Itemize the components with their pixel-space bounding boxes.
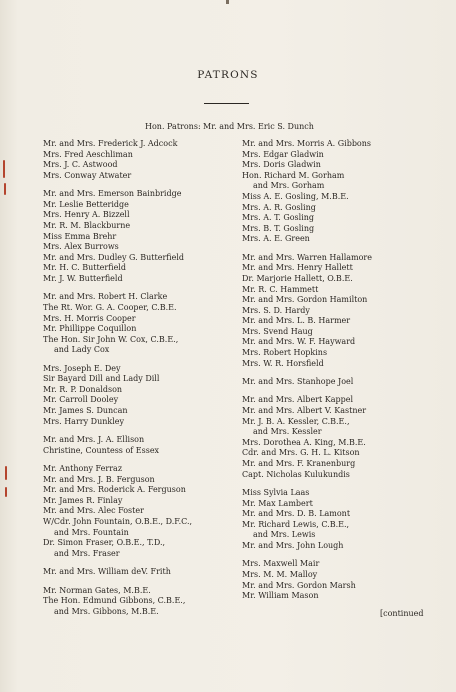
patron-name: Mr. and Mrs. F. Kranenburg (242, 459, 356, 469)
left-column (43, 139, 233, 625)
patron-name: Mr. James S. Duncan (43, 406, 128, 416)
patron-name: Mrs. Henry A. Bizzell (43, 210, 130, 220)
patron-group (43, 464, 233, 559)
patron-group (242, 253, 438, 370)
patron-group (242, 559, 438, 601)
patron-name: Mr. and Mrs. J. A. Ellison (43, 435, 145, 445)
continued-note: [continued (380, 609, 424, 618)
patron-name: and Mrs. Gorham (253, 181, 325, 191)
patron-name: Mrs. H. Morris Cooper (43, 313, 136, 323)
patron-name: and Mrs. Gibbons, M.B.E. (54, 606, 159, 616)
patron-name: Mr. Anthony Ferraz (43, 464, 123, 474)
title-rule (204, 103, 249, 104)
patron-name: Mrs. Harry Dunkley (43, 416, 125, 426)
patron-name: Mr. and Mrs. William deV. Frith (43, 567, 171, 577)
patron-name: Mr. Max Lambert (242, 498, 313, 508)
patron-name: Mr. Norman Gates, M.B.E. (43, 585, 151, 595)
patron-name: Dr. Simon Fraser, O.B.E., T.D., (43, 538, 166, 548)
patron-name: and Mrs. Lewis (253, 530, 316, 540)
patron-group (43, 139, 233, 181)
patron-name: Mrs. A. E. Green (242, 234, 310, 244)
hon-patrons-label: Hon. Patrons: (145, 122, 201, 131)
patron-name: Mrs. Svend Haug (242, 326, 313, 336)
patron-name: The Hon. Sir John W. Cox, C.B.E., (43, 334, 179, 344)
patron-name: Mr. and Mrs. Henry Hallett (242, 263, 353, 273)
patron-name: Mr. R. M. Blackburne (43, 220, 131, 230)
patron-name: Mrs. Edgar Gladwin (242, 149, 324, 159)
page-title: PATRONS (197, 69, 259, 81)
patron-name: Mr. and Mrs. W. F. Hayward (242, 337, 356, 347)
patron-name: Mrs. Doris Gladwin (242, 160, 321, 170)
patron-name: Cdr. and Mrs. G. H. L. Kitson (242, 448, 360, 458)
patron-group (43, 189, 233, 284)
patron-name: and Mrs. Fraser (54, 548, 120, 558)
patron-name: Mrs. Maxwell Mair (242, 559, 320, 569)
patron-name: Mr. and Mrs. Robert H. Clarke (43, 292, 168, 302)
right-column (242, 139, 438, 610)
staple-mark-upper-2 (4, 183, 6, 195)
staple-mark-lower (5, 466, 7, 480)
patron-name: Mrs. S. D. Hardy (242, 305, 310, 315)
patron-name: Mr. and Mrs. Gordon Hamilton (242, 295, 368, 305)
patron-name: Mr. and Mrs. J. B. Ferguson (43, 474, 155, 484)
patron-name: Hon. Richard M. Gorham (242, 170, 345, 180)
patron-name: The Rt. Wor. G. A. Cooper, C.B.E. (43, 302, 177, 312)
patron-group (43, 435, 233, 456)
patron-name: Dr. Marjorie Hallett, O.B.E. (242, 273, 353, 283)
patron-name: and Mrs. Fountain (54, 527, 129, 537)
patron-group (242, 395, 438, 480)
patron-name: Mr. and Mrs. D. B. Lamont (242, 509, 351, 519)
patron-name: Mr. and Mrs. Stanhope Joel (242, 377, 354, 387)
patron-name: Miss Emma Brehr (43, 231, 117, 241)
patron-name: Mr. Leslie Betteridge (43, 199, 129, 209)
patron-name: Mrs. Robert Hopkins (242, 348, 328, 358)
patron-name: Mr. R. C. Hammett (242, 284, 319, 294)
patron-name: Mr. William Mason (242, 591, 319, 601)
patron-group (43, 364, 233, 428)
hon-patrons-value: Mr. and Mrs. Eric S. Dunch (203, 122, 314, 131)
patron-name: Mr. and Mrs. Alec Foster (43, 506, 144, 516)
staple-mark-lower-2 (5, 487, 7, 497)
patron-name: and Mrs. Kessler (253, 427, 322, 437)
patron-name: The Hon. Edmund Gibbons, C.B.E., (43, 596, 186, 606)
patron-name: Mr. and Mrs. Albert V. Kastner (242, 406, 367, 416)
patron-name: Sir Bayard Dill and Lady Dill (43, 374, 160, 384)
patron-name: Mr. and Mrs. Albert Kappel (242, 395, 354, 405)
patron-name: Mrs. B. T. Gosling (242, 223, 315, 233)
patron-name: Mrs. Joseph E. Dey (43, 363, 121, 373)
patron-group (242, 139, 438, 245)
patron-name: Mrs. Dorothea A. King, M.B.E. (242, 437, 366, 447)
patron-name: Mr. and Mrs. L. B. Harmer (242, 316, 351, 326)
patron-name: Christine, Countess of Essex (43, 445, 160, 455)
patron-name: Mrs. M. M. Malloy (242, 569, 318, 579)
patron-name: W/Cdr. John Fountain, O.B.E., D.F.C., (43, 516, 193, 526)
patron-name: Mr. R. P. Donaldson (43, 384, 123, 394)
patron-name: Mr. and Mrs. Dudley G. Butterfield (43, 252, 185, 262)
patron-name: Capt. Nicholas Kulukundis (242, 469, 350, 479)
patron-name: Mr. and Mrs. Roderick A. Ferguson (43, 485, 186, 495)
patron-name: Mr. and Mrs. Gordon Marsh (242, 580, 356, 590)
top-margin-mark (226, 0, 229, 4)
patron-name: Mr. and Mrs. John Lough (242, 540, 344, 550)
patron-group (43, 567, 233, 578)
patron-name: Miss Sylvia Laas (242, 488, 310, 497)
patron-name: Mr. J. W. Butterfield (43, 273, 123, 283)
patron-group (242, 488, 438, 552)
patron-name: Mr. and Mrs. Warren Hallamore (242, 252, 372, 262)
patron-name: Mrs. A. R. Gosling (242, 202, 316, 212)
patron-name: Mrs. W. R. Horsfield (242, 358, 324, 368)
patron-name: Mr. Carroll Dooley (43, 395, 119, 405)
patron-name: Mrs. Fred Aeschliman (43, 149, 133, 159)
patron-name: and Lady Cox (54, 345, 110, 355)
patron-group (43, 586, 233, 618)
patron-name: Mr. H. C. Butterfield (43, 263, 126, 273)
patron-name: Miss A. E. Gosling, M.B.E. (242, 191, 349, 201)
patron-name: Mr. James R. Finlay (43, 495, 123, 505)
patron-name: Mrs. Alex Burrows (43, 242, 119, 252)
patron-name: Mrs. Conway Atwater (43, 170, 132, 180)
patron-group (242, 377, 438, 388)
patron-group (43, 292, 233, 356)
patron-name: Mr. and Mrs. Frederick J. Adcock (43, 139, 178, 148)
patron-name: Mr. and Mrs. Morris A. Gibbons (242, 139, 372, 148)
patron-name: Mr. Phillippe Coquillon (43, 324, 137, 334)
patron-name: Mrs. A. T. Gosling (242, 213, 315, 223)
staple-mark-upper (3, 160, 5, 178)
patron-name: Mr. J. B. A. Kessler, C.B.E., (242, 416, 350, 426)
patron-name: Mr. Richard Lewis, C.B.E., (242, 519, 350, 529)
patron-name: Mr. and Mrs. Emerson Bainbridge (43, 189, 182, 199)
patron-name: Mrs. J. C. Astwood (43, 160, 118, 170)
